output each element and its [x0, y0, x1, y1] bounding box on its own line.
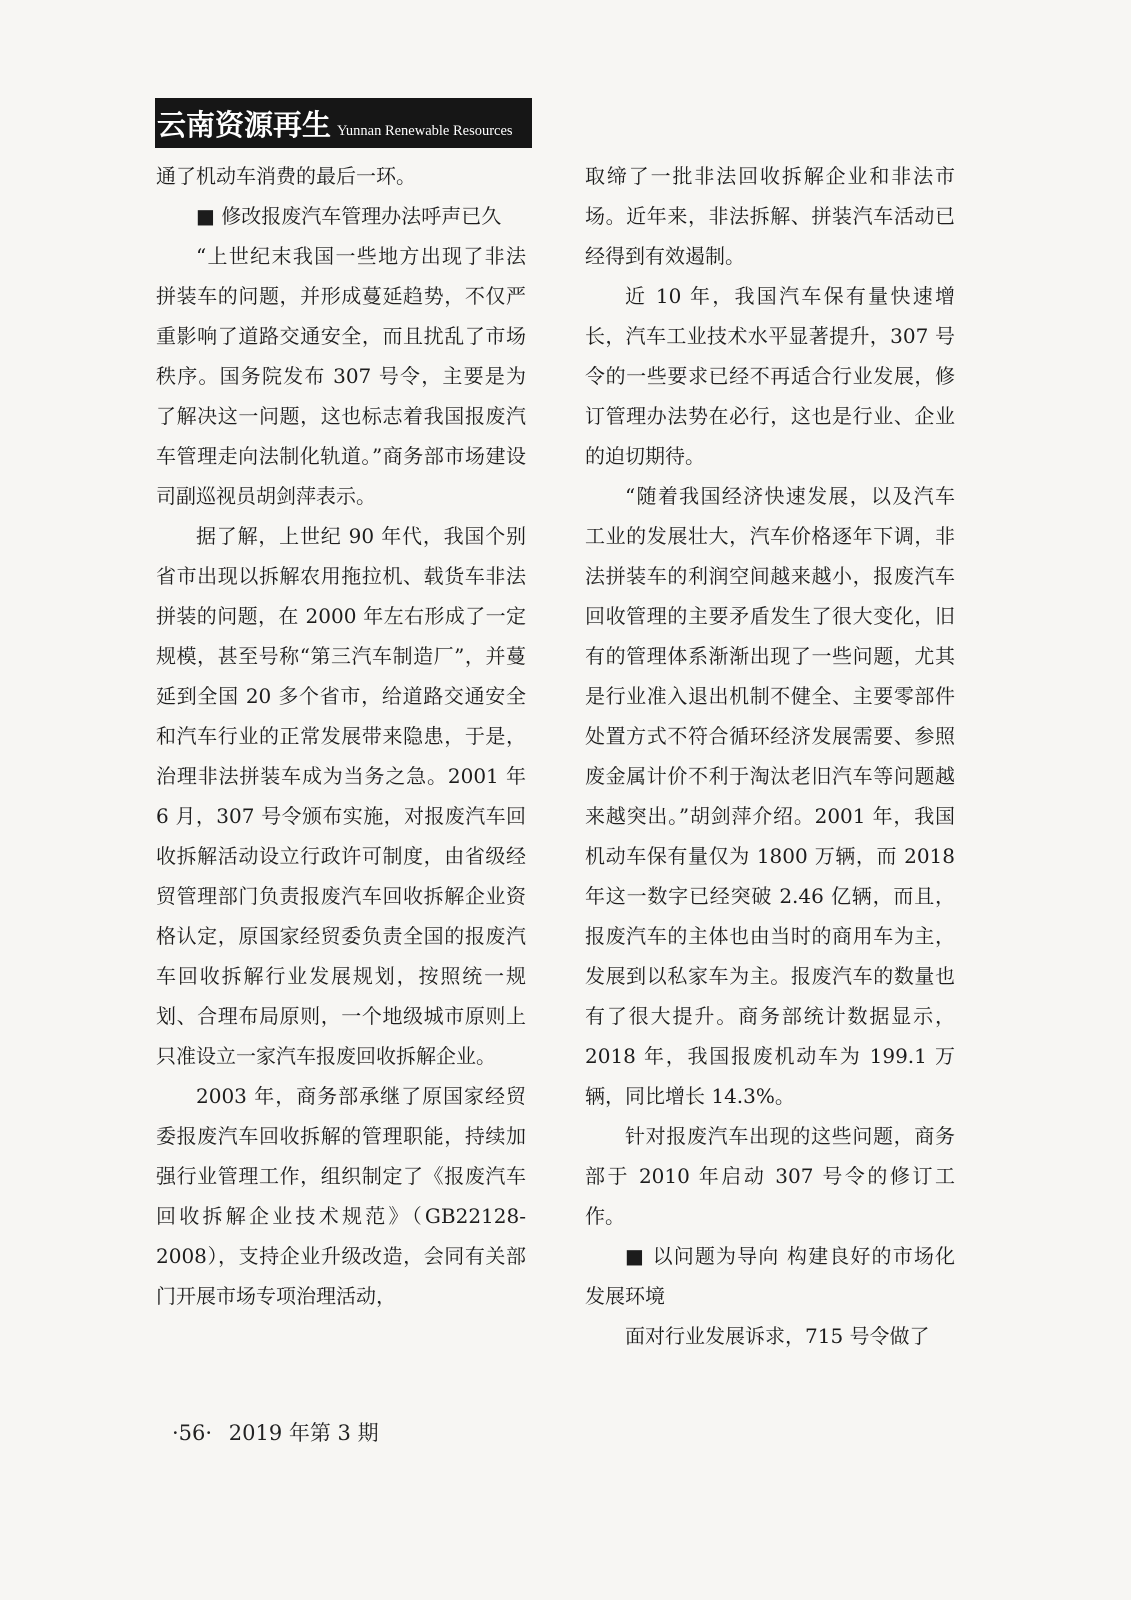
- left-paragraph-0: 通了机动车消费的最后一环。: [156, 164, 416, 188]
- left-paragraph-1: “上世纪末我国一些地方出现了非法拼装车的问题，并形成蔓延趋势，不仅严重影响了道路交通安全，而且扰乱了市场秩序。国务院发布 307 号令，主要是为了解决这一问题，这也标志着我国报废汽车管理走向法制化轨道。”商务部市场建设司副巡视员胡剑萍表示。: [156, 244, 526, 508]
- page-number: ·56·: [172, 1421, 213, 1445]
- journal-header-bar: [155, 98, 532, 148]
- right-paragraph-0: 取缔了一批非法回收拆解企业和非法市场。近年来，非法拆解、拼装汽车活动已经得到有效遏制。: [585, 164, 955, 268]
- left-column: [156, 156, 526, 1316]
- square-bullet-icon: ■: [625, 1244, 646, 1268]
- section-heading-2: [585, 1236, 955, 1316]
- issue-label: 2019 年第 3 期: [228, 1421, 379, 1445]
- left-paragraph-2: 据了解，上世纪 90 年代，我国个别省市出现以拆解农用拖拉机、载货车非法拼装的问题，在 2000 年左右形成了一定规模，甚至号称“第三汽车制造厂”，并蔓延到全国 20 多个省市，给道路交通安全和汽车行业的正常发展带来隐患，于是，治理非法拼装车成为当务之急。2001 年 6 月，307 号令颁布实施，对报废汽车回收拆解活动设立行政许可制度，由省级经贸管理部门负责报废汽车回收拆解企业资格认定，原国家经贸委负责全国的报废汽车回收拆解行业发展规划，按照统一规划、合理布局原则，一个地级城市原则上只准设立一家汽车报废回收拆解企业。: [156, 524, 526, 1068]
- right-paragraph-4: 面对行业发展诉求，715 号令做了: [625, 1324, 930, 1348]
- right-paragraph-2: “随着我国经济快速发展，以及汽车工业的发展壮大，汽车价格逐年下调，非法拼装车的利润空间越来越小，报废汽车回收管理的主要矛盾发生了很大变化，旧有的管理体系渐渐出现了一些问题，尤其是行业准入退出机制不健全、主要零部件处置方式不符合循环经济发展需要、参照废金属计价不利于淘汰老旧汽车等问题越来越突出。”胡剑萍介绍。2001 年，我国机动车保有量仅为 1800 万辆，而 2018 年这一数字已经突破 2.46 亿辆，而且，报废汽车的主体也由当时的商用车为主，发展到以私家车为主。报废汽车的数量也有了很大提升。商务部统计数据显示，2018 年，我国报废机动车为 199.1 万辆，同比增长 14.3%。: [585, 484, 955, 1108]
- section-heading-1-text: 修改报废汽车管理办法呼声已久: [221, 204, 502, 228]
- right-paragraph-3: 针对报废汽车出现的这些问题，商务部于 2010 年启动 307 号令的修订工作。: [585, 1124, 955, 1228]
- square-bullet-icon: ■: [196, 204, 215, 228]
- section-heading-2-text: 以问题为导向 构建良好的市场化发展环境: [585, 1244, 955, 1308]
- journal-title-cn: 云南资源再生: [157, 108, 332, 142]
- page-footer: [172, 1417, 389, 1447]
- left-paragraph-3: 2003 年，商务部承继了原国家经贸委报废汽车回收拆解的管理职能，持续加强行业管理工作，组织制定了《报废汽车回收拆解企业技术规范》（GB22128-2008），支持企业升级改造，会同有关部门开展市场专项治理活动，: [156, 1084, 526, 1308]
- journal-title-en: Yunnan Renewable Resources: [337, 123, 513, 139]
- right-paragraph-1: 近 10 年，我国汽车保有量快速增长，汽车工业技术水平显著提升，307 号令的一些要求已经不再适合行业发展，修订管理办法势在必行，这也是行业、企业的迫切期待。: [585, 284, 955, 468]
- right-column: [585, 156, 955, 1356]
- section-heading-1: [156, 196, 526, 236]
